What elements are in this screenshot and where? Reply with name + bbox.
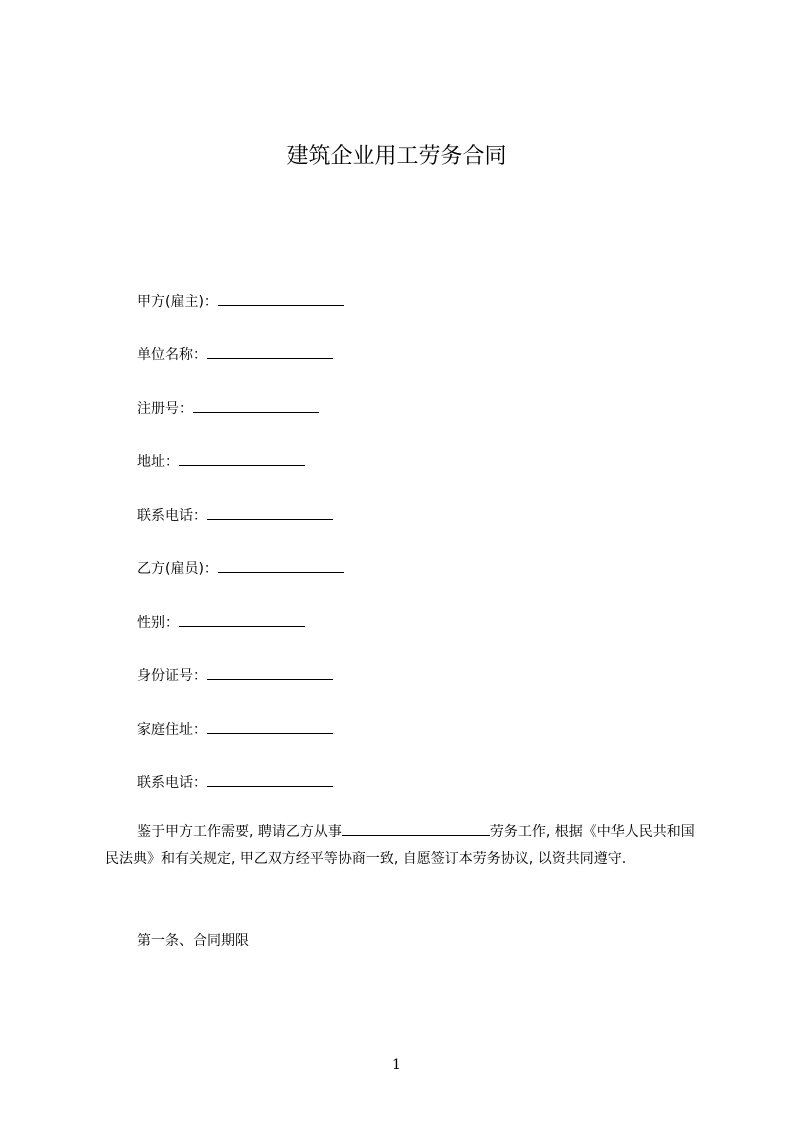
field-label: 单位名称： [137, 347, 207, 363]
party-b-employee-field [137, 558, 344, 579]
party-a-phone-field [137, 505, 333, 526]
registration-number-field [137, 398, 319, 419]
fill-in-blank[interactable] [207, 505, 333, 520]
field-label: 地址： [137, 454, 179, 470]
field-label: 注册号： [137, 401, 193, 417]
company-name-field [137, 344, 333, 365]
fill-in-blank[interactable] [207, 719, 333, 734]
field-label: 身份证号： [137, 668, 207, 684]
service-type-blank[interactable] [342, 821, 490, 836]
fill-in-blank[interactable] [179, 451, 305, 466]
field-label: 乙方(雇员)： [137, 561, 218, 577]
field-label: 联系电话： [137, 775, 207, 791]
field-label: 甲方(雇主)： [137, 294, 218, 310]
party-a-employer-field [137, 291, 344, 312]
fill-in-blank[interactable] [218, 558, 344, 573]
fill-in-blank[interactable] [207, 344, 333, 359]
party-b-phone-field [137, 772, 333, 793]
field-label: 家庭住址： [137, 722, 207, 738]
fill-in-blank[interactable] [218, 291, 344, 306]
fill-in-blank[interactable] [193, 398, 319, 413]
section-heading: 第一条、合同期限 [137, 933, 249, 949]
intro-paragraph [105, 819, 705, 873]
fill-in-blank[interactable] [207, 665, 333, 680]
intro-text-after: 劳务工作, 根据《中华人民共和国民法典》和有关规定, 甲乙双方经平等协商一致, 自愿签订本劳务协议, 以资共同遵守. [105, 824, 695, 867]
intro-text-before: 鉴于甲方工作需要, 聘请乙方从事 [137, 824, 342, 840]
field-label: 联系电话： [137, 508, 207, 524]
field-label: 性别： [137, 615, 179, 631]
fill-in-blank[interactable] [207, 772, 333, 787]
address-field [137, 451, 305, 472]
home-address-field [137, 719, 333, 740]
id-number-field [137, 665, 333, 686]
gender-field [137, 612, 305, 633]
fill-in-blank[interactable] [179, 612, 305, 627]
page-number: 1 [392, 1057, 401, 1073]
document-title: 建筑企业用工劳务合同 [286, 144, 507, 169]
